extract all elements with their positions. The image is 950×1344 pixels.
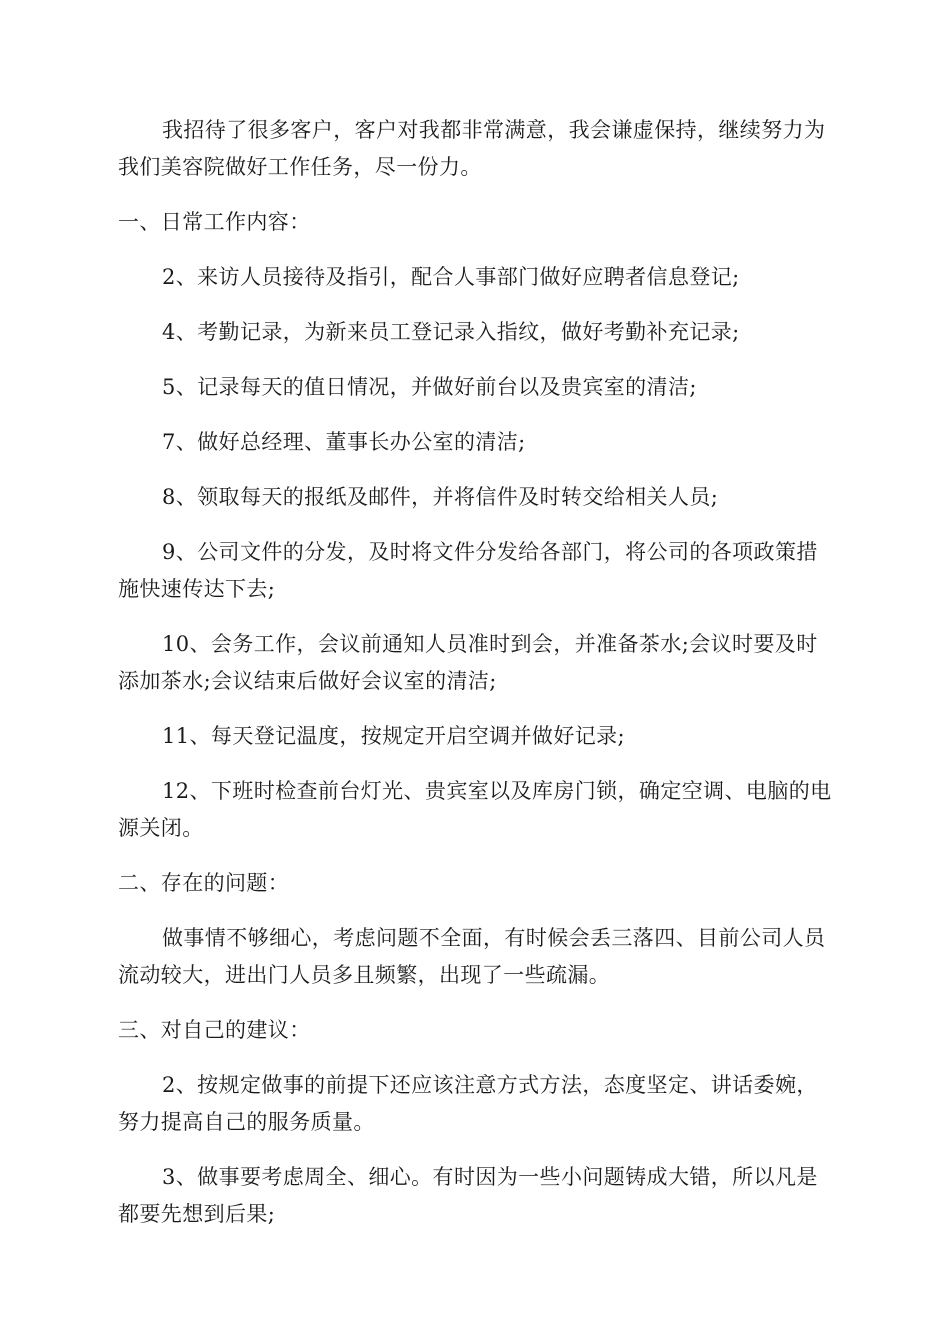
- section-heading-daily-work: 一、日常工作内容：: [118, 210, 311, 234]
- list-item-2: 2、来访人员接待及指引，配合人事部门做好应聘者信息登记;: [162, 265, 740, 289]
- list-item-5: 5、记录每天的值日情况，并做好前台以及贵宾室的清洁;: [162, 375, 697, 399]
- section-heading-suggestions: 三、对自己的建议：: [118, 1018, 311, 1042]
- list-item-7: 7、做好总经理、董事长办公室的清洁;: [162, 430, 526, 454]
- list-item-12: 12、下班时检查前台灯光、贵宾室以及库房门锁，确定空调、电脑的电源关闭。: [118, 779, 832, 840]
- list-item-4: 4、考勤记录，为新来员工登记录入指纹，做好考勤补充记录;: [162, 320, 740, 344]
- section-heading-problems: 二、存在的问题：: [118, 871, 290, 895]
- suggestion-item-3: 3、做事要考虑周全、细心。有时因为一些小问题铸成大错，所以凡是都要先想到后果;: [118, 1165, 818, 1226]
- list-item-11: 11、每天登记温度，按规定开启空调并做好记录;: [162, 724, 625, 748]
- body-paragraph-problems: 做事情不够细心，考虑问题不全面，有时候会丢三落四、目前公司人员流动较大，进出门人员多且频繁，出现了一些疏漏。: [118, 926, 826, 987]
- list-item-9: 9、公司文件的分发，及时将文件分发给各部门，将公司的各项政策措施快速传达下去;: [118, 540, 818, 601]
- list-item-10: 10、会务工作，会议前通知人员准时到会，并准备茶水;会议时要及时添加茶水;会议结束后做好会议室的清洁;: [118, 632, 818, 693]
- body-paragraph-intro: 我招待了很多客户，客户对我都非常满意，我会谦虚保持，继续努力为我们美容院做好工作任务，尽一份力。: [118, 118, 826, 179]
- list-item-8: 8、领取每天的报纸及邮件，并将信件及时转交给相关人员;: [162, 485, 719, 509]
- document-page: [118, 112, 838, 1251]
- suggestion-item-2: 2、按规定做事的前提下还应该注意方式方法，态度坚定、讲话委婉，努力提高自己的服务质量。: [118, 1073, 818, 1134]
